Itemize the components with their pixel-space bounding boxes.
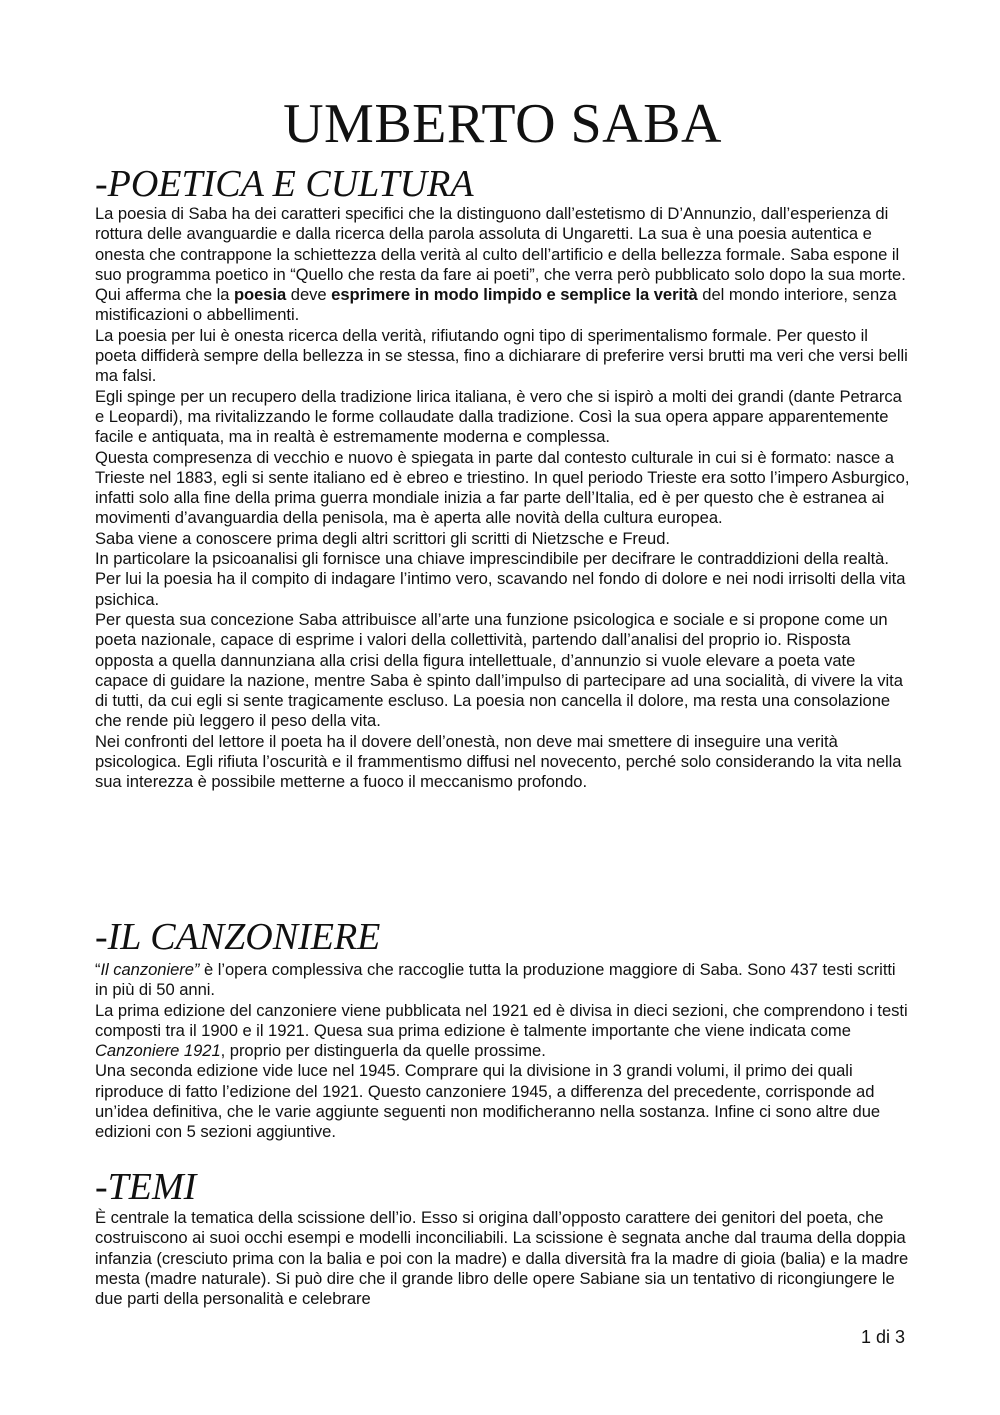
- paragraph: Nei confronti del lettore il poeta ha il dovere dell’onestà, non deve mai smettere di inseguire una verità psicologica. Egli rifiuta l’oscurità e il frammentismo diffusi nel novecento, perché solo considerando la vita nella sua interezza è possibile metterne a fuoco il meccanismo profondo.: [95, 731, 902, 792]
- italic-text: Canzoniere 1921: [95, 1041, 221, 1061]
- document-title: UMBERTO SABA: [283, 93, 722, 155]
- bold-text: esprimere in modo limpido e semplice la verità: [331, 285, 698, 305]
- paragraph: [95, 285, 910, 326]
- text-run: del mondo interiore, senza mistificazioni o abbellimenti.: [95, 285, 897, 325]
- section-body-poetica: [95, 204, 910, 793]
- section-heading-poetica: -POETICA E CULTURA: [95, 163, 474, 205]
- text-run: “: [95, 960, 101, 979]
- paragraph: La poesia per lui è onesta ricerca della verità, rifiutando ogni tipo di sperimentalismo formale. Per questo il poeta diffiderà sempre della bellezza in se stessa, fino a dichiarare di preferire versi brutti ma veri che versi belli ma falsi.: [95, 325, 908, 386]
- paragraph: Egli spinge per un recupero della tradizione lirica italiana, è vero che si ispirò a molti dei grandi (dante Petrarca e Leopardi), ma rivitalizzando le forme collaudate dalla tradizione. Così la sua opera appare apparentemente facile e antiquata, ma in realtà è estremamente moderna e complessa.: [95, 386, 902, 447]
- italic-text: Il canzoniere”: [100, 960, 200, 979]
- paragraph: È centrale la tematica della scissione dell’io. Esso si origina dall’opposto carattere dei genitori del poeta, che costruiscono ai suoi occhi esempi e modelli inconciliabili. La scissione è segnata anche dal trauma della doppia infanzia (cresciuto prima con la balia e poi con la madre) e dalla diversità fra la madre di gioia (balia) e la madre mesta (madre naturale). Si può dire che il grande libro delle opere Sabiane sia un tentativo di ricongiungere le due parti della personalità e celebrare: [95, 1208, 909, 1309]
- page-number: 1 di 3: [860, 1327, 905, 1347]
- paragraph: La poesia di Saba ha dei caratteri specifici che la distinguono dall’estetismo di D’Annunzio, dall’esperienza di rottura delle avanguardie e dalla ricerca della parola assoluta di Ungaretti. La sua è una poesia autentica e onesta che contrappone la schiettezza della verità al culto dell’artificio e della bellezza formale. Saba espone il suo programma poetico in “Quello che resta da fare ai poeti”, che verra però pubblicato solo dopo la sua morte.: [95, 204, 906, 284]
- section-body-canzoniere: [95, 960, 910, 1143]
- text-run: La prima edizione del canzoniere viene pubblicata nel 1921 ed è divisa in dieci sezioni, che comprendono i testi composti tra il 1900 e il 1921. Quesa sua prima edizione è talmente importante che viene indicata come: [95, 1000, 908, 1040]
- paragraph: Per questa sua concezione Saba attribuisce all’arte una funzione psicologica e sociale e si propone come un poeta nazionale, capace di esprime i valori della collettività, partendo dall’analisi del proprio io. Risposta opposta a quella dannunziana alla crisi della figura intellettuale, d’annunzio si vuole elevare a poeta vate capace di guidare la nazione, mentre Saba è spinto dall’impulso di partecipare ad una socialità, di vivere la vita di tutti, da cui egli si sente tragicamente escluso. La poesia non cancella il dolore, ma resta una consolazione che rende più leggero il peso della vita.: [95, 609, 903, 731]
- paragraph: Saba viene a conoscere prima degli altri scrittori gli scritti di Nietzsche e Freud.: [95, 528, 670, 548]
- paragraph: Una seconda edizione vide luce nel 1945. Comprare qui la divisione in 3 grandi volumi, il primo dei quali riproduce di fatto l’edizione del 1921. Questo canzoniere 1945, a differenza del precedente, corrisponde ad un’idea definitiva, che le varie aggiunte seguenti non modificheranno nella sostanza. Infine ci sono altre due edizioni con 5 sezioni aggiuntive.: [95, 1061, 881, 1142]
- section-heading-canzoniere: -IL CANZONIERE: [95, 916, 381, 958]
- paragraph: Questa compresenza di vecchio e nuovo è spiegata in parte dal contesto culturale in cui si è formato: nasce a Trieste nel 1883, egli si sente italiano ed è ebreo e triestino. In quel periodo Trieste era sotto l’impero Asburgico, infatti solo alla fine della prima guerra mondiale inizia a far parte dell’Italia, ed è per questo che è estranea ai movimenti d’avanguardia della penisola, ma è aperta alle novità della cultura europea.: [95, 447, 910, 528]
- paragraph: [95, 960, 910, 1001]
- text-run: , proprio per distinguerla da quelle prossime.: [220, 1041, 546, 1061]
- text-run: Qui afferma che la: [95, 285, 234, 305]
- paragraph: In particolare la psicoanalisi gli fornisce una chiave imprescindibile per decifrare le contraddizioni della realtà. Per lui la poesia ha il compito di indagare l’intimo vero, scavando nel fondo di dolore e nei nodi irrisolti della vita psichica.: [95, 549, 906, 609]
- text-run: è l’opera complessiva che raccoglie tutta la produzione maggiore di Saba. Sono 437 testi scritti in più di 50 anni.: [95, 960, 896, 1000]
- paragraph: [95, 1001, 910, 1062]
- text-run: deve: [286, 285, 332, 305]
- section-body-temi: [95, 1208, 910, 1309]
- section-heading-temi: -TEMI: [95, 1166, 197, 1208]
- bold-text: poesia: [233, 285, 287, 305]
